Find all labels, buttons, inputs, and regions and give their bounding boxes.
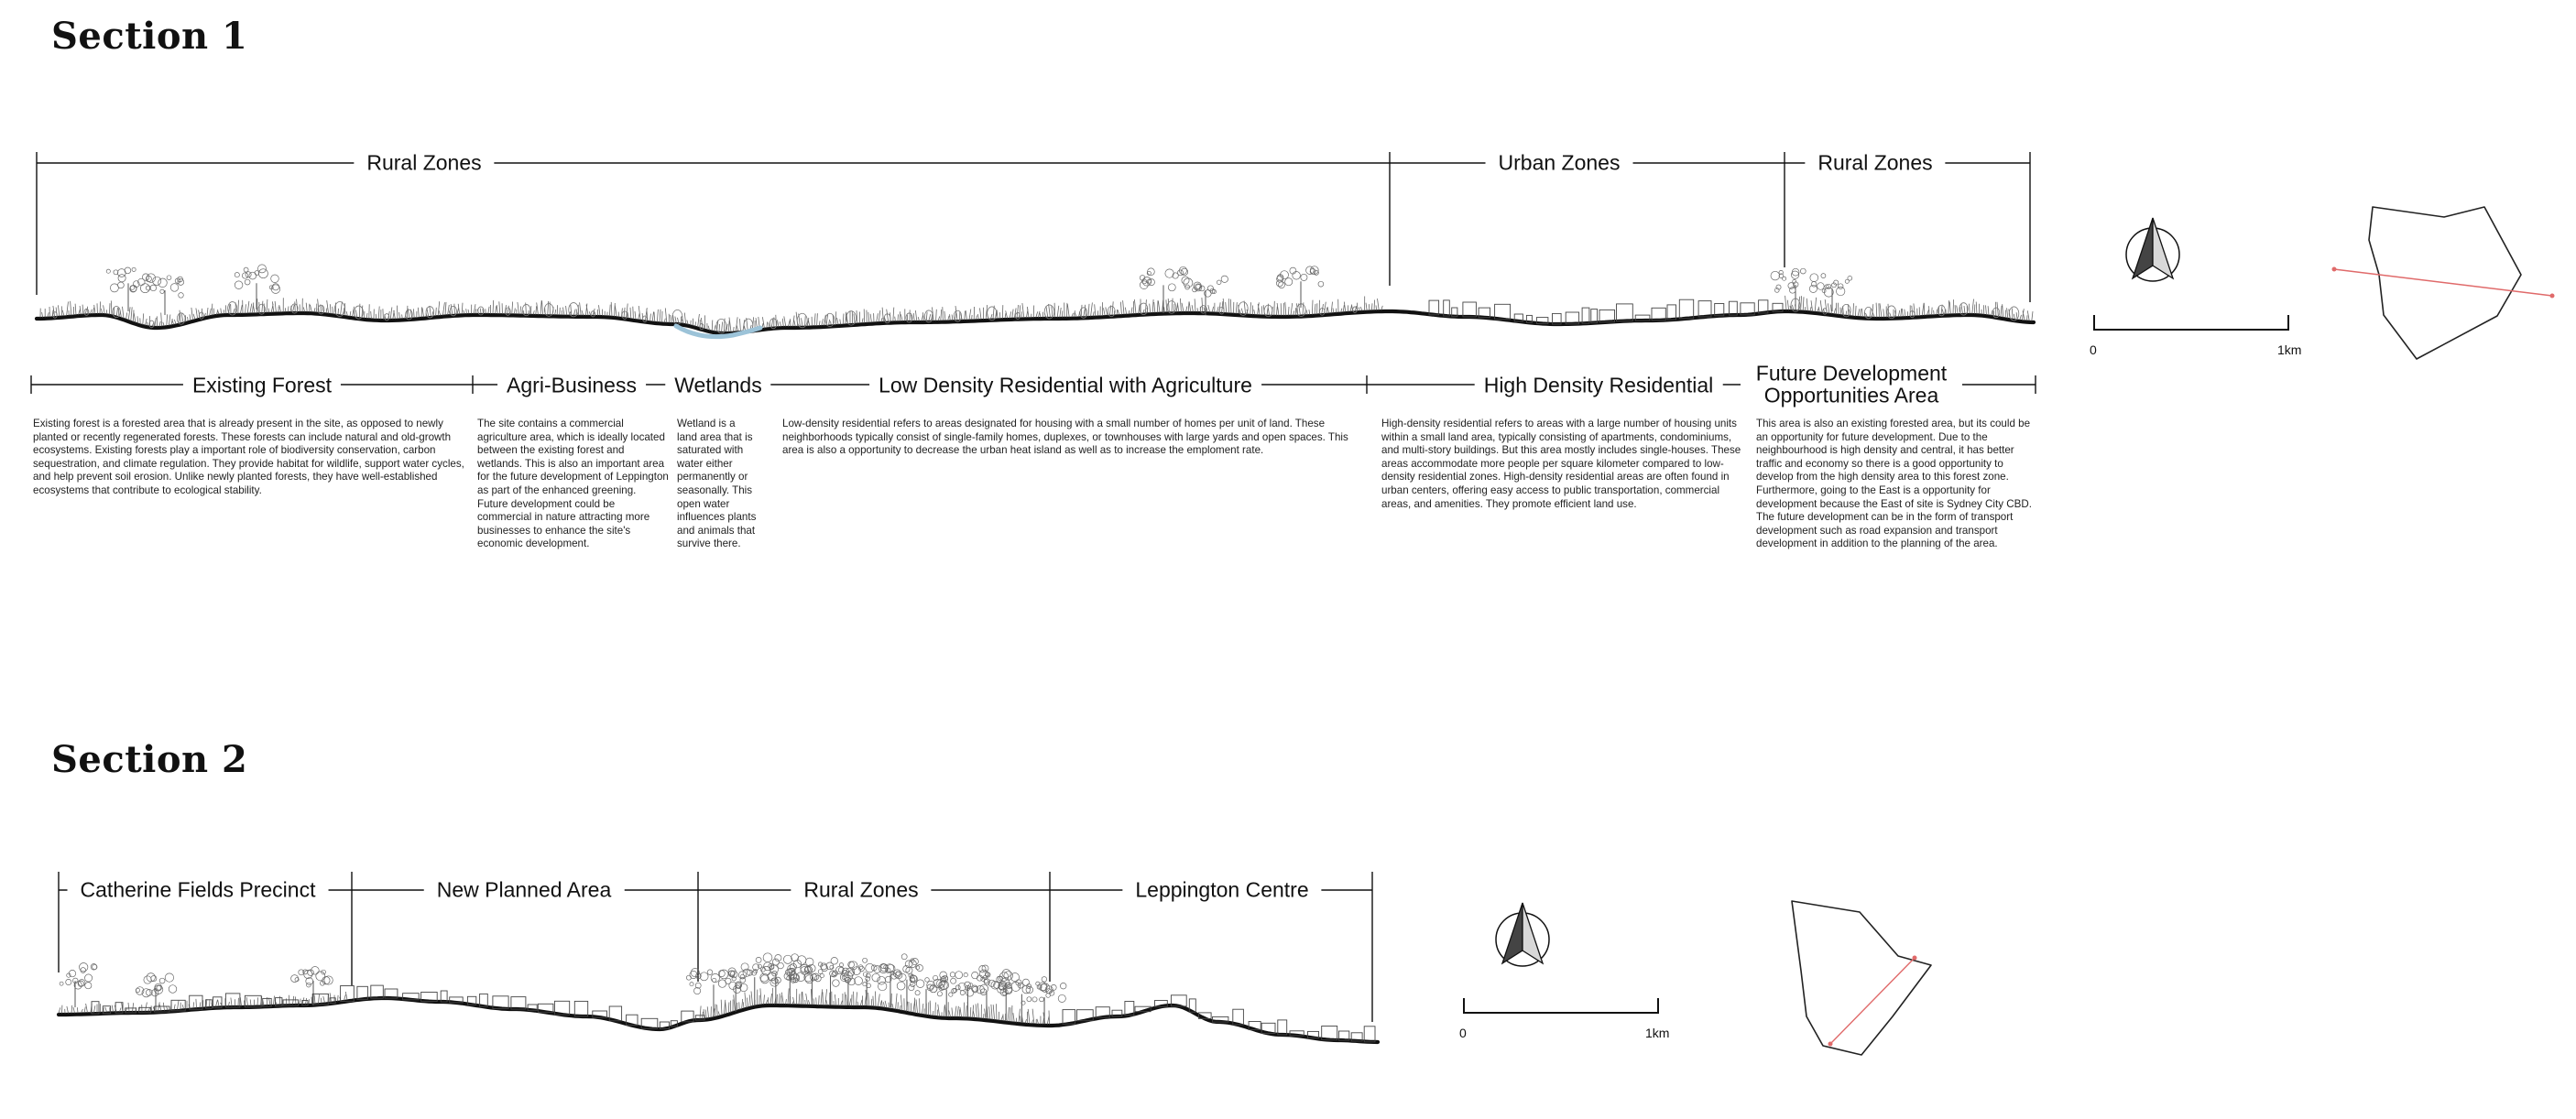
site-boundary-map bbox=[1792, 901, 1931, 1055]
zone-label-rural-zones: Rural Zones bbox=[791, 878, 931, 903]
area-label-high-density: High Density Residential bbox=[1475, 374, 1723, 398]
scale-bar bbox=[1464, 998, 1658, 1014]
zone-label-urban: Urban Zones bbox=[1486, 151, 1633, 176]
desc-future-development: This area is also an existing forested area, but its could be an opportunity for future development. Due to the neighbourhood is high density and central, it has better traffic and economy so there is a good opportunity to develop from the high density area to this forest zone. Furthermore, going to the East is a opportunity for development because the East of site is Sydney City CBD. The future development can be in the form of transport development such as road expansion and transport development in addition to the planning of the area. bbox=[1756, 418, 2032, 550]
scale-end: 1km bbox=[1645, 1026, 1670, 1040]
section-2-title: Section 2 bbox=[51, 738, 248, 781]
desc-agri-business: The site contains a commercial agriculture area, which is ideally located between the existing forest and wetlands. This is also an important area for the future development of Leppington as part of the enhanced greening. Future development could be commercial in nature attracting more businesses to enhance the site's economic development. bbox=[477, 418, 669, 550]
north-arrow-icon bbox=[1496, 903, 1549, 966]
desc-existing-forest: Existing forest is a forested area that is already present in the site, as opposed to newly planted or recently regenerated forests. These forests can include natural and old-growth ecosystems. Existing forests play a important role of biodiversity conservation, carbon sequestration, and climate regulation. They provide habitat for wildlife, support water cycles, and help prevent soil erosion. Unlike newly planted forests, they have well-established ecosystems that contribute to ecological stability. bbox=[33, 418, 464, 496]
desc-high-density: High-density residential refers to areas with a large number of housing units within a small land area, typically consisting of apartments, condominiums, and multi-story buildings. But this area mostly includes single-houses. These areas accommodate more people per square kilometer compared to low-density residential zones. High-density residential areas are often found in urban centers, offering easy access to public transportation, commercial areas, and amenities. They promote efficient land use. bbox=[1381, 418, 1741, 510]
zone-label-new-planned-area: New Planned Area bbox=[424, 878, 625, 903]
desc-wetlands: Wetland is a land area that is saturated with water either permanently or seasonally. This open water influences plants and animals that survive there. bbox=[677, 418, 757, 550]
zone-label-leppington-centre: Leppington Centre bbox=[1122, 878, 1321, 903]
area-label-low-density: Low Density Residential with Agriculture bbox=[869, 374, 1261, 398]
scale-start: 0 bbox=[2090, 342, 2097, 357]
section-2-vegetation bbox=[59, 988, 1050, 1025]
area-label-wetlands: Wetlands bbox=[665, 374, 770, 398]
scale-start: 0 bbox=[1459, 1026, 1467, 1040]
area-label-existing-forest: Existing Forest bbox=[183, 374, 341, 398]
area-label-agri-business: Agri-Business bbox=[497, 374, 646, 398]
zone-label-rural-2: Rural Zones bbox=[1805, 151, 1945, 176]
zone-label-rural-1: Rural Zones bbox=[354, 151, 494, 176]
area-label-future-development: Future Development Opportunities Area bbox=[1741, 362, 1962, 406]
zone-label-catherine-fields: Catherine Fields Precinct bbox=[68, 878, 329, 903]
section-2-terrain bbox=[59, 998, 1378, 1042]
desc-low-density: Low-density residential refers to areas designated for housing with a small number of homes per unit of land. These neighborhoods typically consist of single-family homes, duplexes, or townhouses with large yards and open spaces. This area is also a opportunity to decrease the urban heat island as well as to increase the emploment rate. bbox=[782, 418, 1348, 457]
section-1-title: Section 1 bbox=[51, 15, 248, 58]
scale-end: 1km bbox=[2277, 342, 2302, 357]
